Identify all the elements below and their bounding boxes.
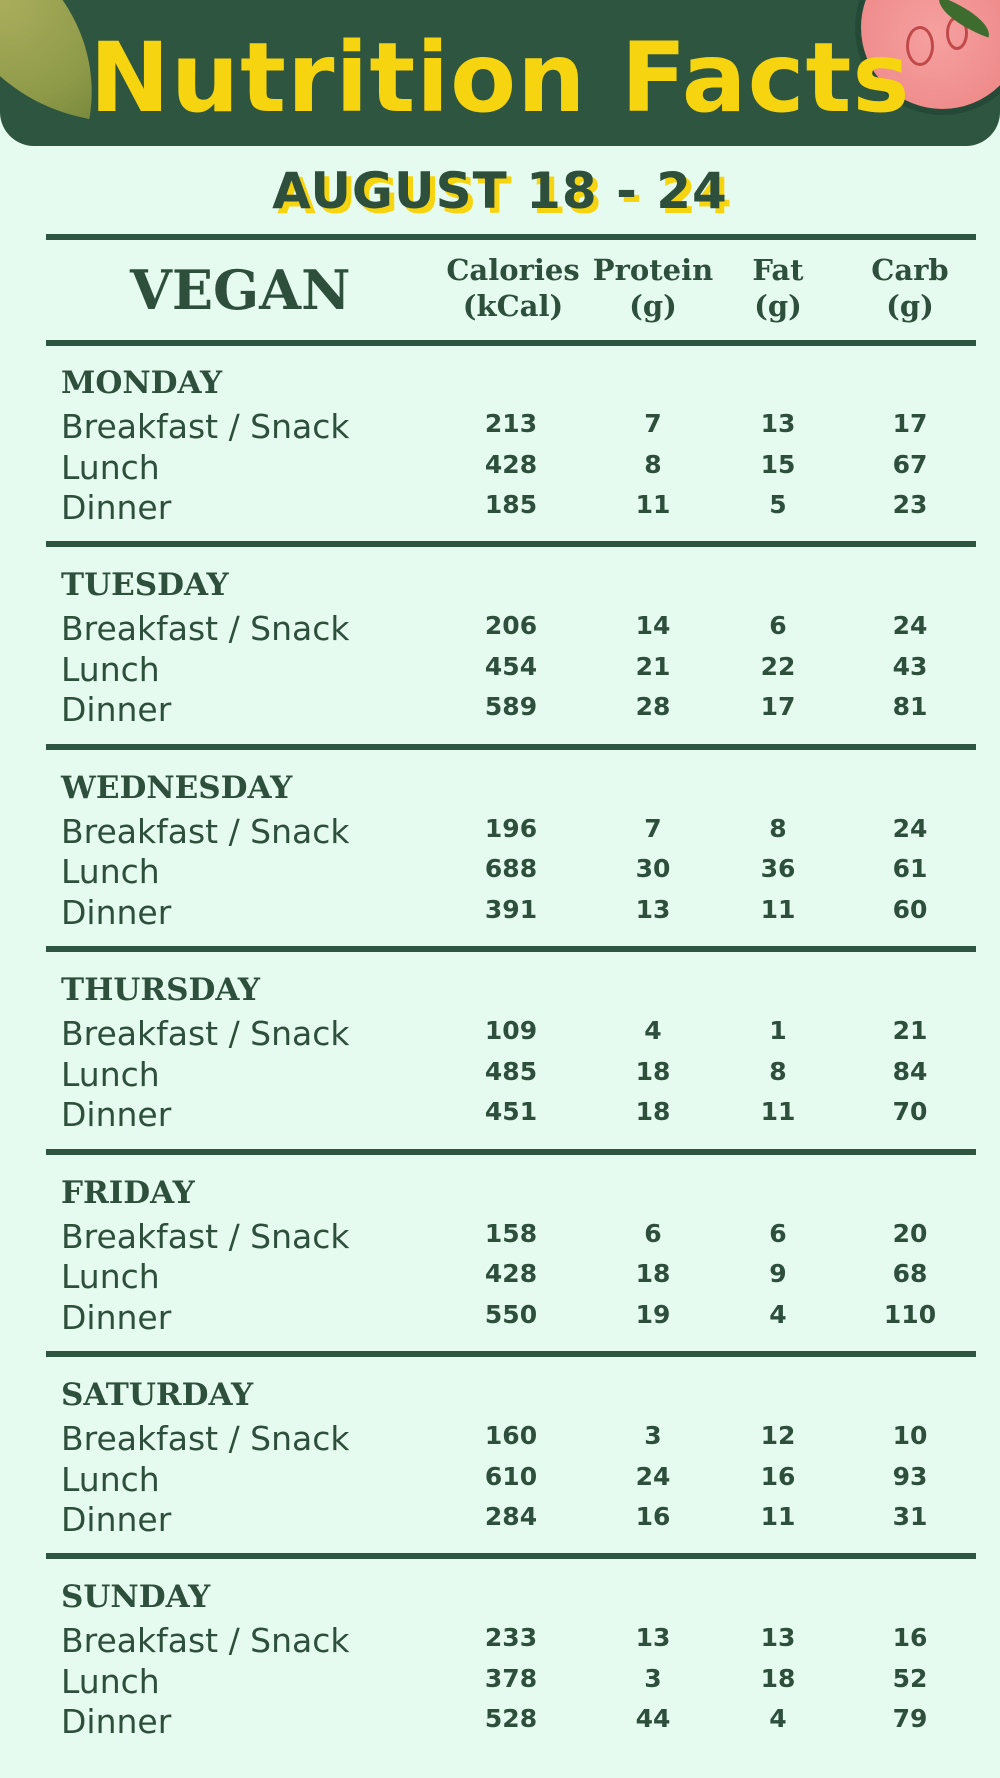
meal-row bbox=[0, 488, 1000, 528]
day-name: THURSDAY bbox=[61, 972, 261, 1009]
fat-value: 9 bbox=[769, 1259, 787, 1289]
column-header-line: Carb bbox=[871, 253, 949, 287]
calories-value: 451 bbox=[484, 1097, 538, 1127]
fat-value: 16 bbox=[760, 1461, 796, 1491]
protein-value: 21 bbox=[635, 651, 671, 681]
fat-value: 11 bbox=[760, 1097, 796, 1127]
protein-value: 44 bbox=[635, 1704, 671, 1734]
fat-value: 13 bbox=[760, 409, 796, 438]
meal-row bbox=[0, 1055, 1000, 1095]
carb-value: 67 bbox=[892, 449, 928, 479]
meal-row bbox=[0, 1257, 1000, 1297]
protein-value: 8 bbox=[644, 449, 662, 479]
carb-value: 61 bbox=[892, 854, 928, 884]
protein-value: 6 bbox=[644, 1218, 662, 1248]
day-section bbox=[0, 343, 1000, 545]
protein-value: 11 bbox=[635, 490, 671, 519]
fat-value: 5 bbox=[769, 490, 787, 519]
protein-value: 18 bbox=[635, 1056, 671, 1086]
fat-value: 13 bbox=[760, 1623, 796, 1653]
carb-value: 17 bbox=[892, 409, 928, 438]
meal-label: Breakfast / Snack bbox=[61, 1014, 350, 1054]
meal-label: Dinner bbox=[61, 1500, 172, 1539]
carb-value: 23 bbox=[892, 490, 928, 519]
day-name: FRIDAY bbox=[61, 1174, 195, 1211]
fat-value: 17 bbox=[760, 692, 796, 722]
protein-value: 3 bbox=[644, 1663, 662, 1693]
day-section bbox=[0, 950, 1000, 1152]
calories-value: 391 bbox=[484, 894, 538, 924]
meal-label: Dinner bbox=[61, 690, 172, 730]
carb-value: 70 bbox=[892, 1097, 928, 1127]
day-name: SUNDAY bbox=[61, 1579, 211, 1616]
calories-value: 206 bbox=[484, 611, 538, 641]
protein-value: 3 bbox=[644, 1421, 662, 1450]
protein-value: 30 bbox=[635, 854, 671, 884]
meal-row bbox=[0, 852, 1000, 892]
meal-label: Breakfast / Snack bbox=[61, 609, 350, 649]
calories-value: 158 bbox=[484, 1218, 538, 1248]
protein-value: 7 bbox=[644, 409, 662, 438]
day-section bbox=[0, 545, 1000, 747]
calories-value: 185 bbox=[484, 490, 538, 519]
carb-value: 16 bbox=[892, 1623, 928, 1653]
meal-row bbox=[0, 1095, 1000, 1135]
meal-row bbox=[0, 448, 1000, 488]
meal-label: Lunch bbox=[61, 649, 160, 689]
fat-value: 8 bbox=[769, 813, 787, 843]
protein-value: 4 bbox=[644, 1016, 662, 1046]
calories-value: 454 bbox=[484, 651, 538, 681]
meal-label: Breakfast / Snack bbox=[61, 407, 350, 446]
carb-value: 93 bbox=[892, 1461, 928, 1491]
fat-value: 22 bbox=[760, 651, 796, 681]
meal-label: Lunch bbox=[61, 852, 160, 892]
meal-row bbox=[0, 1702, 1000, 1742]
carb-value: 52 bbox=[892, 1663, 928, 1693]
meal-label: Breakfast / Snack bbox=[61, 1216, 350, 1256]
carb-value: 68 bbox=[892, 1259, 928, 1289]
carb-value: 79 bbox=[892, 1704, 928, 1734]
protein-value: 14 bbox=[635, 611, 671, 641]
meal-row bbox=[0, 650, 1000, 690]
meal-label: Dinner bbox=[61, 1702, 172, 1742]
meal-row bbox=[0, 1298, 1000, 1338]
fat-value: 4 bbox=[769, 1704, 787, 1734]
calories-value: 378 bbox=[484, 1663, 538, 1693]
column-header-line: Protein bbox=[592, 253, 714, 287]
carb-value: 24 bbox=[892, 813, 928, 843]
meal-label: Dinner bbox=[61, 1095, 172, 1135]
meal-label: Breakfast / Snack bbox=[61, 1419, 350, 1458]
carb-value: 21 bbox=[892, 1016, 928, 1046]
carb-value: 10 bbox=[892, 1421, 928, 1450]
calories-value: 196 bbox=[484, 813, 538, 843]
meal-row bbox=[0, 1621, 1000, 1661]
carb-value: 24 bbox=[892, 611, 928, 641]
carb-value: 43 bbox=[892, 651, 928, 681]
header-banner bbox=[0, 0, 1000, 146]
protein-value: 16 bbox=[635, 1502, 671, 1531]
meal-label: Breakfast / Snack bbox=[61, 811, 350, 851]
column-header-unit: (g) bbox=[754, 289, 802, 323]
calories-value: 160 bbox=[484, 1421, 538, 1450]
day-name: SATURDAY bbox=[61, 1377, 254, 1413]
fat-value: 36 bbox=[760, 854, 796, 884]
calories-value: 109 bbox=[484, 1016, 538, 1046]
protein-value: 18 bbox=[635, 1259, 671, 1289]
carb-value: 60 bbox=[892, 894, 928, 924]
meal-label: Lunch bbox=[61, 1661, 160, 1701]
meal-row bbox=[0, 1217, 1000, 1257]
column-header-line: Calories bbox=[446, 253, 580, 287]
day-section bbox=[0, 1355, 1000, 1557]
protein-value: 13 bbox=[635, 1623, 671, 1653]
category-label: VEGAN bbox=[130, 258, 351, 322]
meal-label: Lunch bbox=[61, 1459, 160, 1499]
fat-value: 15 bbox=[760, 449, 796, 479]
calories-value: 589 bbox=[484, 692, 538, 722]
table-top-rule bbox=[46, 234, 976, 240]
fat-value: 8 bbox=[769, 1056, 787, 1086]
calories-value: 610 bbox=[484, 1461, 538, 1491]
protein-value: 24 bbox=[635, 1461, 671, 1491]
meal-label: Lunch bbox=[61, 447, 160, 487]
column-header-unit: (g) bbox=[886, 289, 934, 323]
fat-value: 6 bbox=[769, 1218, 787, 1248]
meal-row bbox=[0, 1500, 1000, 1540]
meal-label: Breakfast / Snack bbox=[61, 1621, 350, 1661]
meal-row bbox=[0, 812, 1000, 852]
meal-label: Lunch bbox=[61, 1257, 160, 1297]
column-header-unit: (kCal) bbox=[462, 289, 564, 323]
fat-value: 12 bbox=[760, 1421, 796, 1450]
fat-value: 11 bbox=[760, 894, 796, 924]
carb-value: 84 bbox=[892, 1056, 928, 1086]
fat-value: 6 bbox=[769, 611, 787, 641]
carb-value: 31 bbox=[892, 1502, 928, 1531]
meal-row bbox=[0, 609, 1000, 649]
day-name: TUESDAY bbox=[61, 567, 229, 604]
column-header-protein bbox=[588, 252, 718, 324]
protein-value: 7 bbox=[644, 813, 662, 843]
calories-value: 528 bbox=[484, 1704, 538, 1734]
meal-row bbox=[0, 690, 1000, 730]
column-header-unit: (g) bbox=[629, 289, 677, 323]
protein-value: 28 bbox=[635, 692, 671, 722]
meal-label: Dinner bbox=[61, 1297, 172, 1337]
carb-value: 20 bbox=[892, 1218, 928, 1248]
date-range: AUGUST 18 - 24 bbox=[272, 162, 728, 220]
fat-value: 18 bbox=[760, 1663, 796, 1693]
protein-value: 19 bbox=[635, 1299, 671, 1329]
day-name: MONDAY bbox=[61, 365, 223, 401]
calories-value: 428 bbox=[484, 1259, 538, 1289]
calories-value: 688 bbox=[484, 854, 538, 884]
column-header-fat bbox=[728, 252, 828, 324]
page-title: Nutrition Facts bbox=[89, 22, 911, 134]
day-section bbox=[0, 1557, 1000, 1759]
column-header-calories bbox=[443, 252, 583, 324]
meal-row bbox=[0, 893, 1000, 933]
meal-label: Dinner bbox=[61, 892, 172, 932]
meal-row bbox=[0, 1419, 1000, 1459]
carb-value: 81 bbox=[892, 692, 928, 722]
fat-value: 1 bbox=[769, 1016, 787, 1046]
meal-row bbox=[0, 1014, 1000, 1054]
meal-row bbox=[0, 1662, 1000, 1702]
day-section bbox=[0, 1153, 1000, 1355]
calories-value: 550 bbox=[484, 1299, 538, 1329]
calories-value: 233 bbox=[484, 1623, 538, 1653]
column-header-line: Fat bbox=[752, 253, 804, 287]
calories-value: 485 bbox=[484, 1056, 538, 1086]
meal-label: Dinner bbox=[61, 488, 172, 527]
carb-value: 110 bbox=[883, 1299, 937, 1329]
meal-row bbox=[0, 1460, 1000, 1500]
fat-value: 11 bbox=[760, 1502, 796, 1531]
meal-label: Lunch bbox=[61, 1054, 160, 1094]
day-section bbox=[0, 748, 1000, 950]
meal-row bbox=[0, 407, 1000, 447]
calories-value: 213 bbox=[484, 409, 538, 438]
day-name: WEDNESDAY bbox=[61, 769, 293, 806]
fat-value: 4 bbox=[769, 1299, 787, 1329]
calories-value: 428 bbox=[484, 449, 538, 479]
protein-value: 13 bbox=[635, 894, 671, 924]
protein-value: 18 bbox=[635, 1097, 671, 1127]
calories-value: 284 bbox=[484, 1502, 538, 1531]
column-header-carb bbox=[860, 252, 960, 324]
